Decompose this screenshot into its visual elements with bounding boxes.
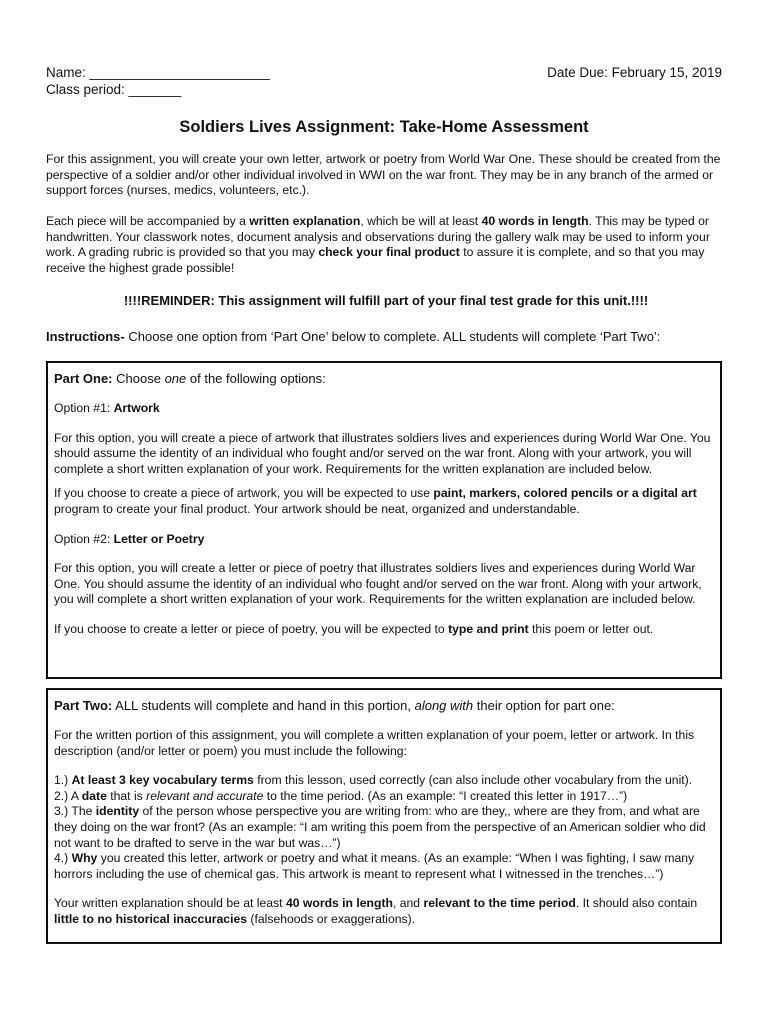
page-title: Soldiers Lives Assignment: Take-Home Assessment <box>179 118 589 136</box>
part-two-box <box>46 688 722 944</box>
part-one-heading: Part One: Choose one of the following options: <box>54 371 326 386</box>
requirement-3: 3.) The identity of the person whose perspective you are writing from: who are they,, where are they from, and what are they doing on the war front? (As an example: “I am writing this poem from the perspective of an American soldier who did not want to be drafted to serve in the war but was…”) <box>54 804 706 850</box>
option-2-heading: Option #2: Letter or Poetry <box>54 531 205 546</box>
due-date: Date Due: February 15, 2019 <box>547 65 722 80</box>
option-2-format: If you choose to create a letter or piece of poetry, you will be expected to type and print this poem or letter out. <box>54 621 654 636</box>
reminder: !!!!REMINDER: This assignment will fulfill part of your final test grade for this unit.!!!! <box>123 293 649 308</box>
option-2-description: For this option, you will create a letter or piece of poetry that illustrates soldiers lives and experiences during World War One. You should assume the identity of an individual who fought and/or served on the war front. Along with your artwork, you will complete a short written explanation of your work. Requirements for the written explanation are included below. <box>54 561 702 607</box>
instructions: Instructions- Choose one option from ‘Part One’ below to complete. ALL students will complete ‘Part Two’: <box>46 329 661 344</box>
name-field: Name: ________________________ <box>46 65 270 80</box>
requirement-4: 4.) Why you created this letter, artwork or poetry and what it means. (As an example: “When I was fighting, I saw many horrors including the use of chemical gas. This artwork is meant to represent what I witnessed in the trenches…”) <box>54 851 695 881</box>
part-two-intro: For the written portion of this assignment, you will complete a written explanation of your poem, letter or artwork. In this description (and/or letter or poem) you must include the following: <box>54 728 695 758</box>
option-1-description: For this option, you will create a piece of artwork that illustrates soldiers lives and experiences during World War One. You should assume the identity of an individual who fought and/or served on the war front. Along with your artwork, you will complete a short written explanation of your work. Requirements for the written explanation are included below. <box>54 430 711 476</box>
intro-paragraph-1: For this assignment, you will create your own letter, artwork or poetry from World War One. These should be created from the perspective of a soldier and/or other individual involved in WWI on the war front. They may be in any branch of the armed or support forces (nurses, medics, volunteers, etc.). <box>46 152 721 198</box>
part-one-box <box>46 361 722 679</box>
part-two-heading: Part Two: ALL students will complete and hand in this portion, along with their option for part one: <box>54 698 615 713</box>
option-1-heading: Option #1: Artwork <box>54 401 160 415</box>
class-period-field: Class period: _______ <box>46 82 182 97</box>
intro-paragraph-2: Each piece will be accompanied by a written explanation, which be will at least 40 words in length. This may be typed or handwritten. Your classwork notes, document analysis and observations during the gallery walk may be used to inform your work. A grading rubric is provided so that you may check your final product to assure it is complete, and so that you may receive the highest grade possible! <box>46 214 710 275</box>
requirement-2: 2.) A date that is relevant and accurate to the time period. (As an example: “I created this letter in 1917…”) <box>54 788 628 803</box>
requirement-1: 1.) At least 3 key vocabulary terms from this lesson, used correctly (can also include other vocabulary from the unit). <box>54 773 693 788</box>
part-two-closing: Your written explanation should be at least 40 words in length, and relevant to the time period. It should also contain little to no historical inaccuracies (falsehoods or exaggerations). <box>54 896 698 926</box>
option-1-materials: If you choose to create a piece of artwork, you will be expected to use paint, markers, colored pencils or a digital art program to create your final product. Your artwork should be neat, organized and understandable. <box>54 486 697 516</box>
